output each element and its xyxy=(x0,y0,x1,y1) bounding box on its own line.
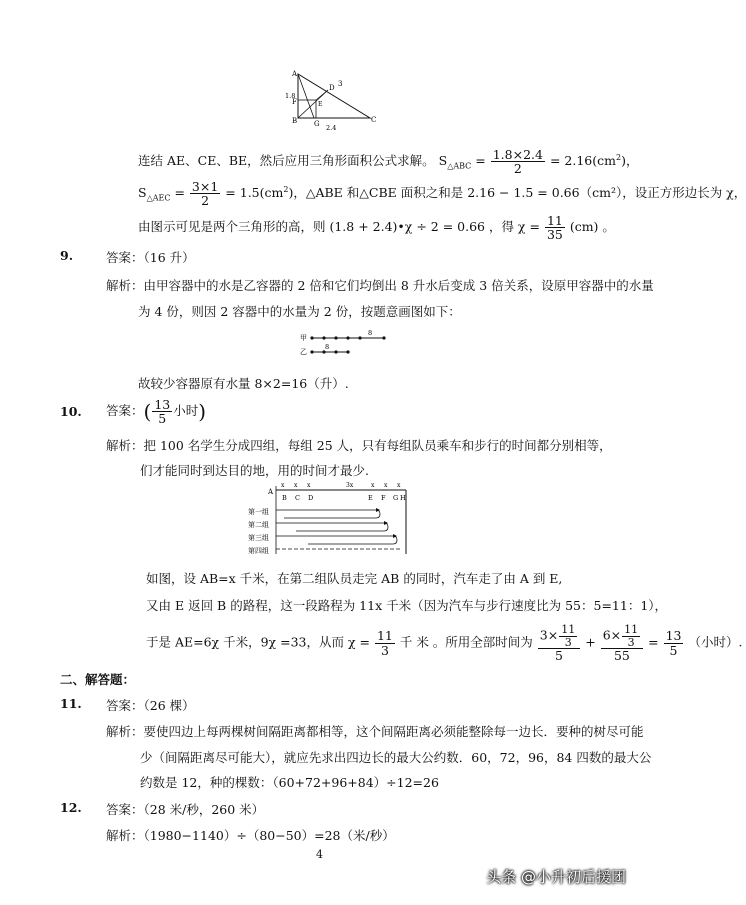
p9-number: 9. xyxy=(60,248,74,263)
fraction-abc: $\frac{1.8\times 2.4}{2}$ xyxy=(492,147,543,177)
p10-label-d: D xyxy=(308,494,314,502)
svg-text:x: x xyxy=(371,482,375,489)
fig-side-24: 2.4 xyxy=(326,124,337,132)
p12-line1: 解析：（1980−1140）÷（80−50）=28（米/秒） xyxy=(106,828,395,843)
fig-side-18: 1.8 xyxy=(285,92,296,100)
page-number: 4 xyxy=(316,848,323,861)
watermark: 头条 @小升初后援团 xyxy=(486,868,626,886)
triangle-figure xyxy=(284,68,380,130)
p10-group3: 第三组 xyxy=(248,534,269,542)
p11-line1: 解析：要使四边上每两棵树间隔距离都相等，这个间隔距离必须能整除每一边长．要种的树尽可能 xyxy=(106,724,644,739)
p10-x-fraction: $\frac{11}{3}$ xyxy=(376,628,393,658)
p12-answer: 答案：（28 米/秒，260 米） xyxy=(106,802,265,817)
p11-answer: 答案：（26 棵） xyxy=(106,698,195,713)
fig-label-c: C xyxy=(371,116,377,124)
p10-line5: 于是 AE=6χ 千米，9χ =33，从而 χ = $\frac{11}{3}$ 千 米 。所用全部时间为 3× $\frac{11}{3}$ 5 + 6× $\frac{11}{3}$ 55 = $\frac{13}{5}$ （小时）. xyxy=(146,623,743,664)
s-abc: $S_{\triangle ABC}$ xyxy=(438,153,472,171)
svg-text:x: x xyxy=(307,482,311,489)
p10-label-f: F xyxy=(381,494,386,502)
p9-label-8b: 8 xyxy=(325,343,330,351)
p10-group1: 第一组 xyxy=(248,508,269,516)
fig-label-e: E xyxy=(318,101,323,108)
p10-group4: 第四组 xyxy=(248,547,269,555)
p10-line4: 又由 E 返回 B 的路程，这一段路程为 11x 千米（因为汽车与步行速度比为 55：5=11：1）， xyxy=(146,598,668,613)
p10-label-c: C xyxy=(295,494,300,502)
fraction-aec: $\frac{3\times 1}{2}$ xyxy=(191,179,219,209)
p10-term1: 3× $\frac{11}{3}$ 5 xyxy=(538,624,580,662)
fraction-x: $\frac{11}{35}$ xyxy=(546,213,563,243)
svg-text:3x: 3x xyxy=(346,482,354,489)
p11-line2: 少（间隔距离尽可能大），就应先求出四边长的最大公约数．60，72，96，84 四数的最大公 xyxy=(140,750,652,765)
p9-conclusion: 故较少容器原有水量 8×2=16（升）. xyxy=(138,376,349,391)
p10-label-g: G xyxy=(393,494,399,502)
p8-line2: $S_{\triangle AEC}$ = $\frac{3\times 1}{2}$ = $1.5(cm^2)$，△ABE 和△CBE 面积之和是 2.16 − 1.5 = 0.66（cm²），设正方形边长为 χ， xyxy=(138,179,746,209)
p10-group2: 第二组 xyxy=(248,521,269,529)
p10-analysis-l2: 们才能同时到达目的地，用的时间才最少. xyxy=(140,463,369,478)
p10-number: 10. xyxy=(60,404,82,419)
p10-route-figure xyxy=(248,480,408,560)
fig-label-g: G xyxy=(314,120,320,128)
p9-label-jia: 甲 xyxy=(300,334,307,342)
p9-answer: 答案：（16 升） xyxy=(106,250,195,265)
p8-line3: 由图示可见是两个三角形的高，则 (1.8 + 2.4)•χ ÷ 2 = 0.66 ，得 χ = $\frac{11}{35}$ (cm) 。 xyxy=(138,213,615,243)
fig-label-d: D xyxy=(329,84,335,92)
fig-label-a: A xyxy=(292,70,298,78)
p9-analysis-l1: 解析：由甲容器中的水是乙容器的 2 倍和它们均倒出 8 升水后变成 3 倍关系，设原甲容器中的水量 xyxy=(106,278,654,293)
p10-result-fraction: $\frac{13}{5}$ xyxy=(665,628,682,658)
p10-term2: 6× $\frac{11}{3}$ 55 xyxy=(601,624,643,662)
fig-label-b: B xyxy=(292,117,298,125)
p10-answer: 答案：( $\frac{13}{5}$ 小时) xyxy=(106,397,207,427)
svg-text:x: x xyxy=(397,482,401,489)
p10-label-e: E xyxy=(368,494,373,502)
svg-text:x: x xyxy=(281,482,285,489)
svg-text:x: x xyxy=(384,482,388,489)
p10-label-a: A xyxy=(268,488,274,496)
fig-label-f: F xyxy=(292,98,297,106)
p10-label-b: B xyxy=(282,494,287,502)
p10-label-h: H xyxy=(400,494,406,502)
s-aec: $S_{\triangle AEC}$ xyxy=(138,185,171,203)
p10-line3: 如图，设 AB=x 千米，在第二组队员走完 AB 的同时，汽车走了由 A 到 E, xyxy=(146,571,563,586)
p9-label-8a: 8 xyxy=(368,329,373,337)
section2-title: 二、解答题： xyxy=(60,672,136,687)
p9-analysis-l2: 为 4 份，则因 2 容器中的水量为 2 份，按题意画图如下： xyxy=(138,304,461,319)
p11-line3: 约数是 12，种的棵数：（60+72+96+84）÷12=26 xyxy=(140,775,439,790)
p12-number: 12. xyxy=(60,800,82,815)
p9-bar-figure xyxy=(300,328,390,358)
fig-side-3: 3 xyxy=(338,80,343,88)
p10-analysis-l1: 解析：把 100 名学生分成四组，每组 25 人，只有每组队员乘车和步行的时间都分别相等， xyxy=(106,438,612,453)
p11-number: 11. xyxy=(60,696,82,711)
p10-answer-fraction: $\frac{13}{5}$ xyxy=(154,397,171,427)
svg-text:x: x xyxy=(294,482,298,489)
p9-label-yi: 乙 xyxy=(300,348,307,356)
p8-line1: 连结 AE、CE、BE，然后应用三角形面积公式求解。 $S_{\triangle ABC}$ = $\frac{1.8\times 2.4}{2}$ = $2.16(cm^2)$， xyxy=(138,147,639,177)
